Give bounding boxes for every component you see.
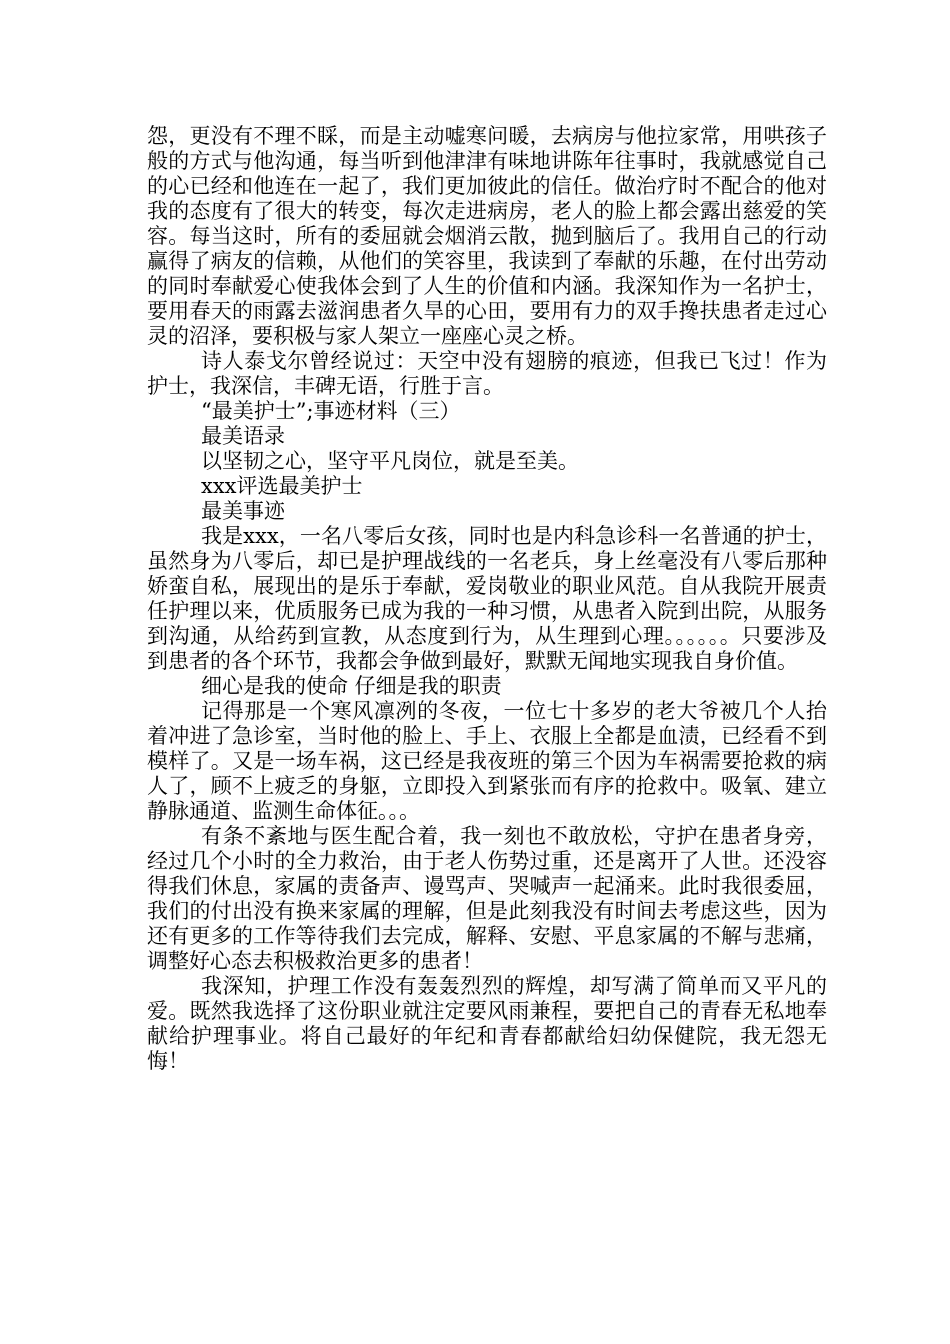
subheading-deeds: 最美事迹 bbox=[201, 499, 285, 523]
subheading-mission: 细心是我的使命 仔细是我的职责 bbox=[201, 674, 502, 698]
subheading-quote: 最美语录 bbox=[201, 424, 285, 448]
section-title: “最美护士”;事迹材料（三） bbox=[201, 399, 461, 423]
quote-text: 以坚韧之心，坚守平凡岗位，就是至美。 bbox=[201, 449, 579, 473]
document-body bbox=[147, 124, 827, 1074]
paragraph-closing: 我深知，护理工作没有轰轰烈烈的辉煌，却写满了简单而又平凡的爱。既然我选择了这份职业就注定要风雨兼程，要把自己的青春无私地奉献给护理事业。将自己最好的年纪和青春都献给妇幼保健院，我无怨无悔！ bbox=[147, 974, 827, 1073]
paragraph-1: 怨，更没有不理不睬，而是主动嘘寒问暖，去病房与他拉家常，用哄孩子般的方式与他沟通，每当听到他津津有味地讲陈年往事时，我就感觉自己的心已经和他连在一起了，我们更加彼此的信任。做治疗时不配合的他对我的态度有了很大的转变，每次走进病房，老人的脸上都会露出慈爱的笑容。每当这时，所有的委屈就会烟消云散，抛到脑后了。我用自己的行动赢得了病友的信赖，从他们的笑容里，我读到了奉献的乐趣，在付出劳动的同时奉献爱心使我体会到了人生的价值和内涵。我深知作为一名护士，要用春天的雨露去滋润患者久旱的心田，要用有力的双手搀扶患者走过心灵的沼泽，要积极与家人架立一座座心灵之桥。 bbox=[147, 124, 827, 348]
paragraph-intro: 我是xxx，一名八零后女孩，同时也是内科急诊科一名普通的护士，虽然身为八零后，却已是护理战线的一名老兵，身上丝毫没有八零后那种娇蛮自私，展现出的是乐于奉献，爱岗敬业的职业风范。自从我院开展责任护理以来，优质服务已成为我的一种习惯，从患者入院到出院，从服务到沟通，从给药到宣教，从态度到行为，从生理到心理。。。。。。只要涉及到患者的各个环节，我都会争做到最好，默默无闻地实现我自身价值。 bbox=[147, 524, 827, 673]
paragraph-story-1: 记得那是一个寒风凛冽的冬夜，一位七十多岁的老大爷被几个人抬着冲进了急诊室，当时他的脸上、手上、衣服上全都是血渍，已经看不到模样了。又是一场车祸，这已经是我夜班的第三个因为车祸需要抢救的病人了，顾不上疲乏的身躯，立即投入到紧张而有序的抢救中。吸氧、建立静脉通道、监测生命体征。。。 bbox=[147, 699, 827, 823]
paragraph-2: 诗人泰戈尔曾经说过：天空中没有翅膀的痕迹，但我已飞过！作为护士，我深信，丰碑无语，行胜于言。 bbox=[147, 349, 827, 398]
paragraph-story-2: 有条不紊地与医生配合着，我一刻也不敢放松，守护在患者身旁，经过几个小时的全力救治，由于老人伤势过重，还是离开了人世。还没容得我们休息，家属的责备声、谩骂声、哭喊声一起涌来。此时我很委屈，我们的付出没有换来家属的理解，但是此刻我没有时间去考虑这些，因为还有更多的工作等待我们去完成，解释、安慰、平息家属的不解与悲痛，调整好心态去积极救治更多的患者！ bbox=[147, 824, 827, 973]
nominee-line: xxx评选最美护士 bbox=[201, 474, 363, 498]
